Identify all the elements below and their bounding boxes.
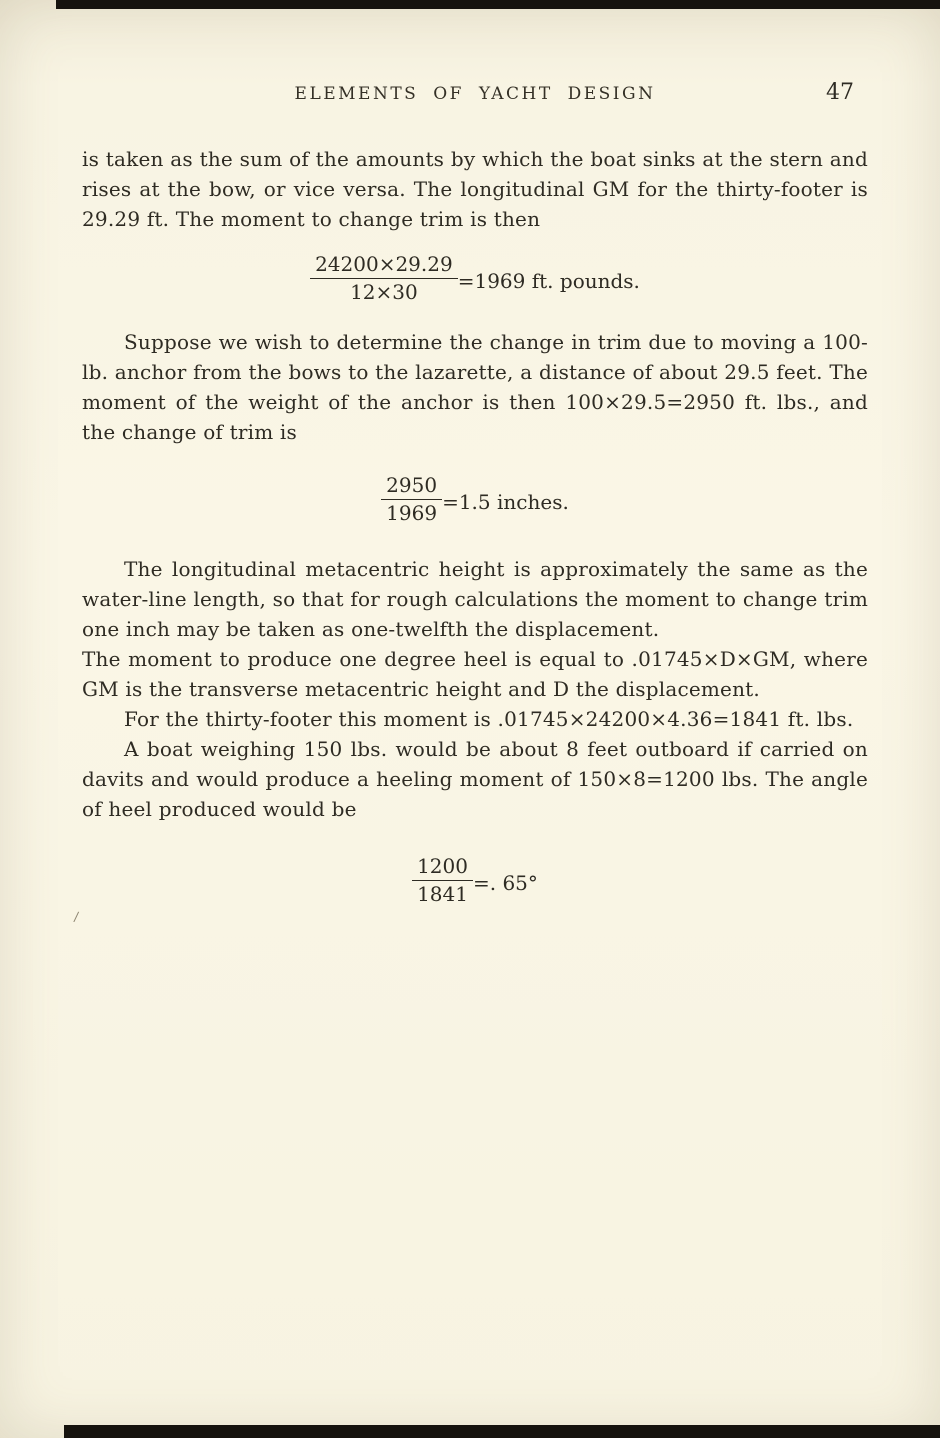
fraction-denominator: 1841 (417, 882, 468, 906)
fraction (310, 252, 458, 305)
formula-heel-angle (82, 854, 868, 907)
paragraph-intro: is taken as the sum of the amounts by which the boat sinks at the stern and rises at the bow, or vice versa. The longitudinal GM for the thirty-footer is 29.29 ft. The moment to change trim is then (82, 147, 868, 231)
formula-result: =1969 ft. pounds. (457, 268, 640, 293)
formula-change-of-trim (82, 473, 868, 526)
fraction-numerator: 1200 (412, 854, 473, 881)
scan-artifact-mark: / (72, 909, 80, 926)
page-content (72, 80, 868, 929)
running-head-title: ELEMENTS OF YACHT DESIGN (294, 84, 656, 104)
fraction (412, 854, 473, 907)
formula-result: =1.5 inches. (442, 489, 569, 514)
scan-edge-bottom (64, 1425, 940, 1438)
paragraph-suppose: Suppose we wish to determine the change in trim due to moving a 100-lb. anchor from the bows to the lazarette, a distance of about 29.5 feet. The moment of the weight of the anchor is then 100×29.5=2950 ft. lbs., and the change of trim is (82, 330, 868, 444)
paragraph-thirty-footer: For the thirty-footer this moment is .01745×24200×4.36=1841 ft. lbs. (124, 707, 854, 731)
fraction-numerator: 24200×29.29 (310, 252, 458, 279)
paragraph-moment-heel: The moment to produce one degree heel is equal to .01745×D×GM, where GM is the transverse metacentric height and D the displacement. (82, 647, 868, 701)
paragraph-boat-weighing: A boat weighing 150 lbs. would be about 8 feet outboard if carried on davits and would produce a heeling moment of 150×8=1200 lbs. The angle of heel produced would be (82, 737, 868, 821)
fraction-denominator: 1969 (386, 501, 438, 525)
fraction (381, 473, 442, 526)
fraction-denominator: 12×30 (350, 280, 418, 304)
body-text (82, 144, 868, 907)
fraction-numerator: 2950 (381, 473, 442, 500)
page-number: 47 (826, 80, 854, 105)
formula-result: =. 65° (472, 870, 538, 895)
page-header (82, 80, 868, 105)
formula-moment-to-change-trim (82, 252, 868, 305)
scan-edge-top (56, 0, 940, 9)
paragraph-metacentric: The longitudinal metacentric height is approximately the same as the water-line length, so that for rough calculations the moment to change trim one inch may be taken as one-twelfth the displacement. (82, 557, 868, 641)
